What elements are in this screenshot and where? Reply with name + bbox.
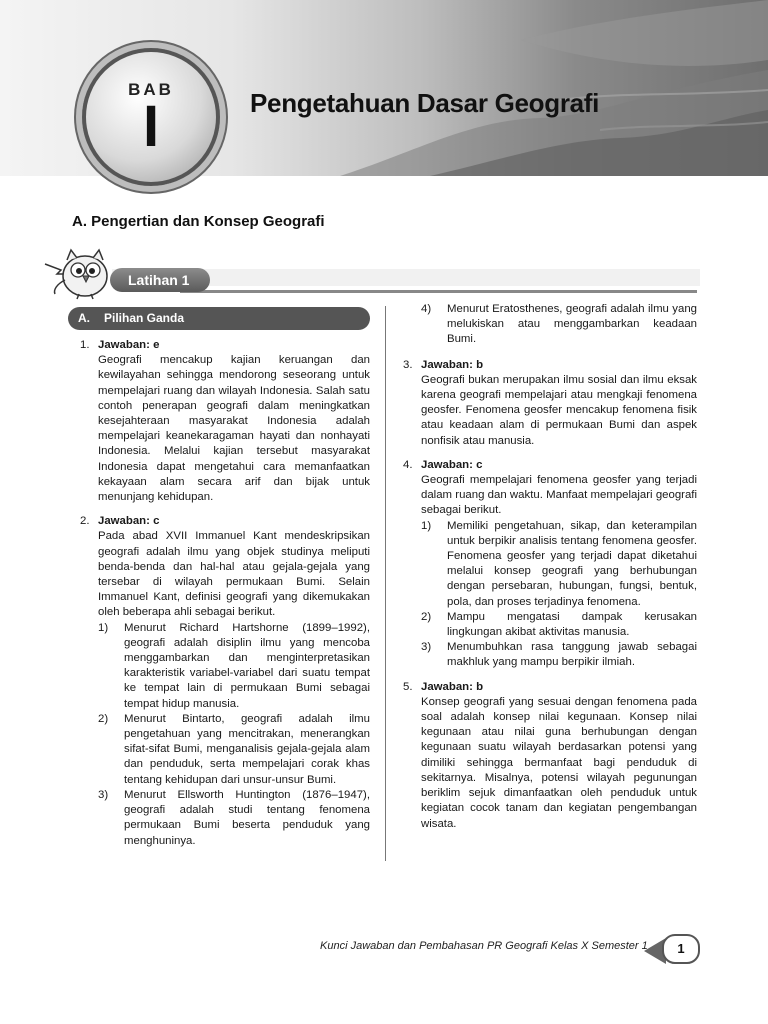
sub-item-marker: 4) <box>421 303 432 315</box>
answer-key: Jawaban: c <box>421 458 483 471</box>
sub-item-text: Menumbuhkan rasa tanggung jawab sebagai makhluk yang mampu berpikir ilmiah. <box>447 641 697 669</box>
chapter-badge <box>82 48 220 186</box>
answer-item <box>80 514 370 848</box>
sub-item-marker: 3) <box>98 788 109 801</box>
footer-text: Kunci Jawaban dan Pembahasan PR Geografi Kelas X Semester 1 <box>320 940 648 952</box>
answer-explanation: Geografi mempelajari fenomena geosfer yang terjadi dalam ruang dan waktu. Manfaat mempelajari geografi sebagai berikut. <box>421 474 697 517</box>
answer-item <box>403 358 697 449</box>
sub-item-marker: 3) <box>421 641 432 654</box>
sub-item-text: Menurut Eratosthenes, geografi adalah ilmu yang melukiskan atau menggambarkan keadaan Bumi. <box>447 303 697 346</box>
right-column <box>403 302 697 841</box>
exercise-header-rule <box>180 290 697 293</box>
page-title: Pengetahuan Dasar Geografi <box>250 88 600 118</box>
part-marker: A. <box>78 311 90 325</box>
sub-item <box>98 621 370 712</box>
answer-item <box>403 680 697 832</box>
page-number: 1 <box>662 934 700 964</box>
sub-item <box>421 519 697 610</box>
answer-item-continued <box>403 302 697 348</box>
sub-item <box>421 302 697 348</box>
answer-number: 3. <box>403 358 413 371</box>
answer-key: Jawaban: c <box>98 515 160 528</box>
answer-number: 5. <box>403 680 413 693</box>
answer-item <box>80 338 370 505</box>
answer-item <box>403 458 697 671</box>
chapter-label: BAB <box>128 80 174 99</box>
left-column <box>80 338 370 858</box>
answer-key: Jawaban: b <box>421 680 484 693</box>
sub-item-marker: 1) <box>98 621 109 634</box>
exercise-label: Latihan 1 <box>110 268 210 292</box>
column-divider <box>385 306 386 861</box>
sub-item-text: Menurut Richard Hartshorne (1899–1992), geografi adalah disiplin ilmu yang mencoba menggambarkan dan menginterpretasikan karakteristik variabel-variabel dari suatu tempat ke tempat lain di permukaan Bumi sebagai tempat hidup manusia. <box>124 621 370 710</box>
answer-number: 2. <box>80 515 90 528</box>
answer-explanation: Geografi bukan merupakan ilmu sosial dan ilmu eksak karena geografi mempelajari atau mengkaji fenomena geosfer. Fenomena geosfer mencakup fenomena fisik atau keadaan alam di permukaan Bumi dan aspek nonfisik atau manusia. <box>421 373 697 447</box>
answer-explanation: Konsep geografi yang sesuai dengan fenomena pada soal adalah konsep nilai kegunaan. Konsep nilai kegunaan atau nilai guna berhubungan dengan kegunaan suatu wilayah berdasarkan potensi yang dimiliki sehingga bermanfaat bagi penduduk di sekitarnya. Misalnya, potensi wilayah pegunungan beriklim sejuk dimanfaatkan oleh penduduk untuk kegiatan cocok tanam dan kegiatan pengembangan wisata. <box>421 695 697 830</box>
answer-number: 1. <box>80 339 90 351</box>
sub-item-marker: 2) <box>421 610 432 623</box>
answer-explanation: Pada abad XVII Immanuel Kant mendeskripsikan geografi adalah ilmu yang objek studinya meliputi benda-benda dan hal-hal atau gejala-gejala yang tersebar di wilayah permukaan Bumi. Selain Immanuel Kant, definisi geografi yang dikemukakan oleh beberapa ahli sebagai berikut. <box>98 530 370 619</box>
answer-number: 4. <box>403 458 413 471</box>
section-title: A. Pengertian dan Konsep Geografi <box>72 213 325 230</box>
sub-item <box>421 640 697 670</box>
sub-item <box>421 610 697 640</box>
sub-item-text: Memiliki pengetahuan, sikap, dan keterampilan untuk berpikir analisis tentang fenomena geosfer. Fenomena geosfer yang terjadi dapat diketahui melalui konsep geografi yang berhubungan dengan persebaran, hubungan, fungsi, bentuk, pola, dan proses terjadinya fenomena. <box>447 519 697 608</box>
sub-item-text: Menurut Ellsworth Huntington (1876–1947), geografi adalah studi tentang fenomena permukaan Bumi beserta penduduk yang menghuninya. <box>124 788 370 847</box>
answer-key: Jawaban: b <box>421 358 484 371</box>
sub-item-marker: 1) <box>421 519 432 532</box>
sub-item <box>98 712 370 788</box>
answer-key: Jawaban: e <box>98 339 160 351</box>
answer-explanation: Geografi mencakup kajian keruangan dan kewilayahan sehingga mendorong seseorang untuk mempelajari ruang dan wilayah Indonesia. Salah satu contoh penerapan geografi dalam meningkatkan kesejahteraan masyarakat Indonesia adalah mempelajari keanekaragaman hayati dan nonhayati Indonesia. Melalui kajian tersebut masyarakat Indonesia dapat mengetahui cara memanfaatkan kekayaan alam secara arif dan bijak untuk menunjang kehidupan. <box>98 354 370 504</box>
part-label: Pilihan Ganda <box>104 311 185 325</box>
sub-item-marker: 2) <box>98 712 109 725</box>
sub-item <box>98 788 370 849</box>
chapter-number: I <box>142 94 160 159</box>
sub-item-text: Mampu mengatasi dampak kerusakan lingkungan akibat aktivitas manusia. <box>447 610 697 639</box>
sub-item-text: Menurut Bintarto, geografi adalah ilmu pengetahuan yang mencitrakan, menerangkan sifat-sifat Bumi, menganalisis gejala-gejala alam dan penduduk, serta mempelajari corak khas tentang kehidupan dari unsur-unsur Bumi. <box>124 712 370 786</box>
owl-mascot-icon <box>43 244 117 300</box>
part-header <box>68 307 370 330</box>
